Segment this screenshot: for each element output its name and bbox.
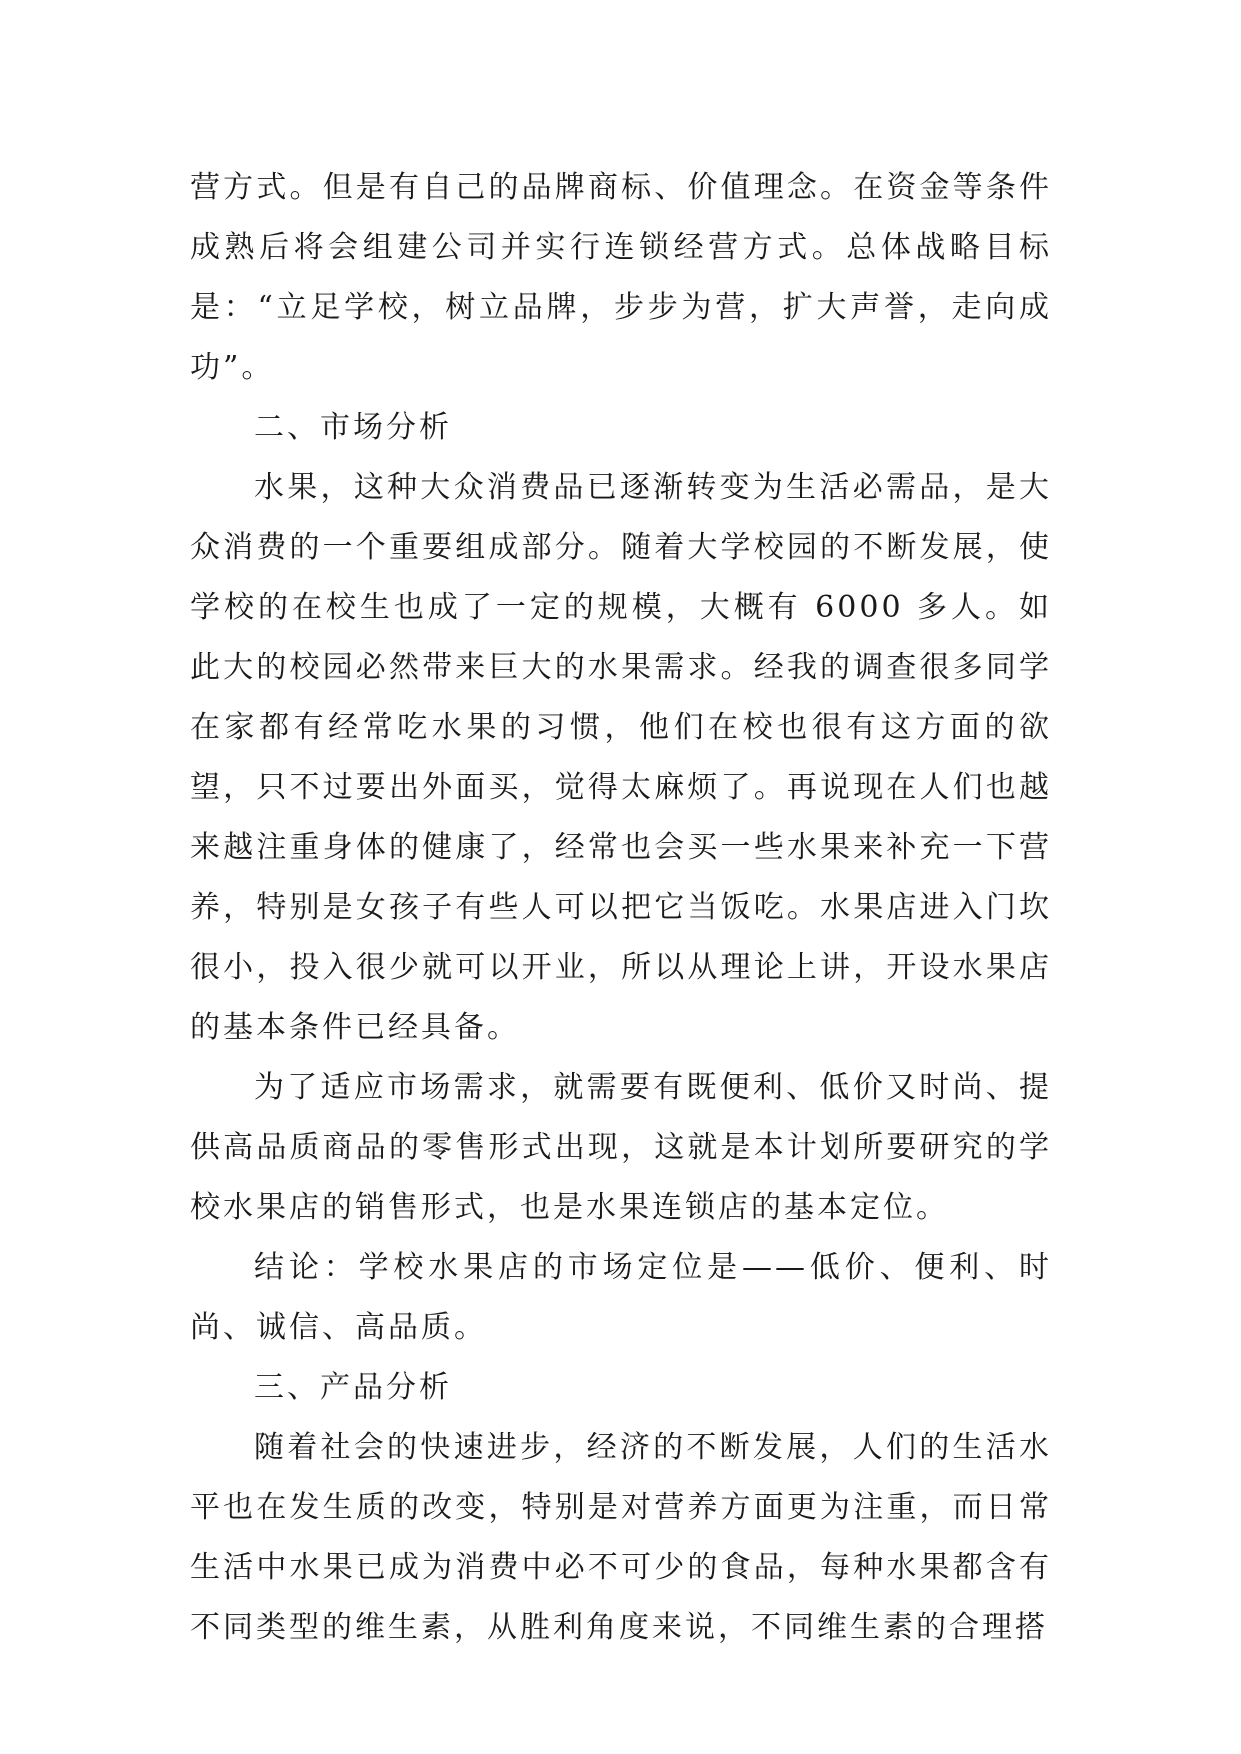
paragraph-market-analysis: 水果，这种大众消费品已逐渐转变为生活必需品，是大众消费的一个重要组成部分。随着大学校园的不断发展，使学校的在校生也成了一定的规模，大概有 6000 多人。如此大的校园必然带来巨大的水果需求。经我的调查很多同学在家都有经常吃水果的习惯，他们在校也很有这方面的欲望，只不过要出外面买，觉得太麻烦了。再说现在人们也越来越注重身体的健康了，经常也会买一些水果来补充一下营养，特别是女孩子有些人可以把它当饭吃。水果店进入门坎很小，投入很少就可以开业，所以从理论上讲，开设水果店的基本条件已经具备。 — [190, 470, 1052, 1045]
paragraph-market-demand: 为了适应市场需求，就需要有既便利、低价又时尚、提供高品质商品的零售形式出现，这就是本计划所要研究的学校水果店的销售形式，也是水果连锁店的基本定位。 — [190, 1070, 1052, 1225]
paragraph-strategy-continued: 营方式。但是有自己的品牌商标、价值理念。在资金等条件成熟后将会组建公司并实行连锁经营方式。总体战略目标是：“立足学校，树立品牌，步步为营，扩大声誉，走向成功”。 — [190, 170, 1052, 385]
paragraph-product-analysis: 随着社会的快速进步，经济的不断发展，人们的生活水平也在发生质的改变，特别是对营养方面更为注重，而日常生活中水果已成为消费中必不可少的食品，每种水果都含有不同类型的维生素，从胜利角度来说，不同维生素的合理搭 — [190, 1430, 1052, 1645]
paragraph-conclusion: 结论：学校水果店的市场定位是——低价、便利、时尚、诚信、高品质。 — [190, 1250, 1052, 1345]
section-heading-product-analysis: 三、产品分析 — [254, 1370, 452, 1405]
document-body — [190, 158, 1052, 1658]
section-heading-market-analysis: 二、市场分析 — [254, 410, 452, 445]
